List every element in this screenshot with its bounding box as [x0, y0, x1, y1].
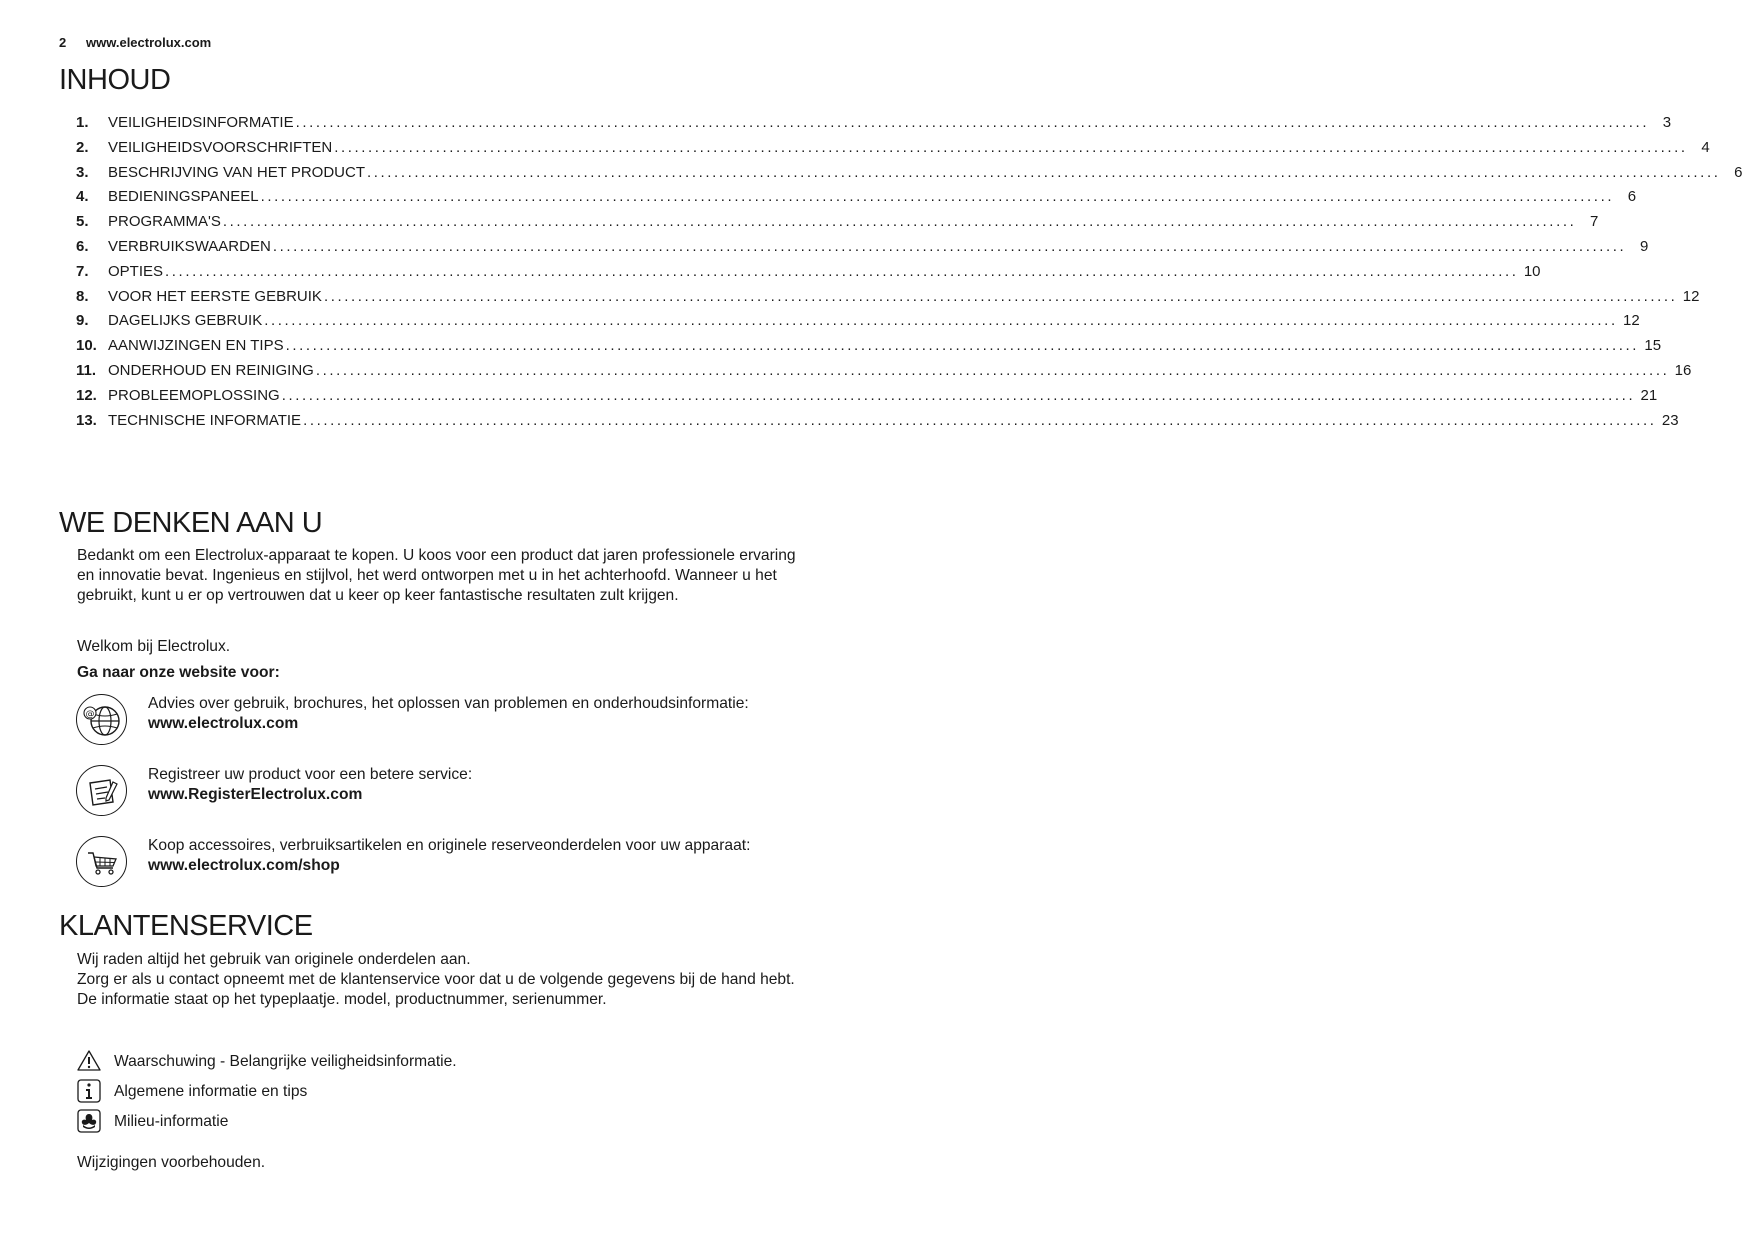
toc-entry-number: 3.: [76, 163, 89, 181]
care-heading: WE DENKEN AAN U: [59, 507, 323, 539]
toc-entry-title: ONDERHOUD EN REINIGING: [108, 361, 314, 379]
toc-entry-number: 5.: [76, 213, 89, 231]
toc-entry-title: PROGRAMMA'S: [108, 213, 221, 231]
page-number: 2: [59, 35, 67, 50]
environment-flower-icon: [76, 1109, 102, 1133]
service-line: Wij raden altijd het gebruik van originele onderdelen aan.: [77, 951, 471, 968]
toc-entry-title: VEILIGHEIDSINFORMATIE: [108, 114, 294, 131]
toc-entry[interactable]: [76, 163, 1742, 189]
legend-info: [76, 1079, 576, 1105]
toc-entry[interactable]: [76, 138, 1710, 164]
toc-leader-dots: ........................................................................................................................................................................................................: [366, 163, 1721, 181]
toc-entry-number: 9.: [76, 312, 89, 330]
toc-entry[interactable]: [76, 361, 1692, 387]
legend-label: Algemene informatie en tips: [114, 1083, 308, 1100]
toc-entry-page: 23: [1661, 411, 1679, 429]
toc-entry-title: OPTIES: [108, 262, 164, 280]
table-of-contents: [76, 114, 1742, 436]
shopping-cart-icon: [76, 836, 127, 887]
service-line: De informatie staat op het typeplaatje. model, productnummer, serienummer.: [77, 991, 607, 1008]
toc-entry-number: 2.: [76, 138, 89, 156]
service-heading: KLANTENSERVICE: [59, 910, 313, 942]
web-item-advice: [76, 694, 836, 746]
toc-leader-dots: ........................................................................................................................................................................................................: [323, 287, 1678, 305]
web-item-text: [148, 694, 838, 734]
toc-entry[interactable]: [76, 312, 1640, 337]
toc-entry-title: BEDIENINGSPANEEL: [108, 188, 259, 206]
toc-entry-number: 1.: [76, 114, 89, 131]
web-item-description: Advies over gebruik, brochures, het oplossen van problemen en onderhoudsinformatie:: [148, 695, 749, 712]
info-icon: [76, 1079, 102, 1103]
toc-entry-title: TECHNISCHE INFORMATIE: [108, 411, 302, 429]
toc-entry-title: DAGELIJKS GEBRUIK: [108, 312, 263, 330]
toc-leader-dots: ........................................................................................................................................................................................................: [260, 188, 1615, 206]
changes-reserved: Wijzigingen voorbehouden.: [77, 1154, 266, 1171]
toc-entry-page: 4: [1701, 138, 1710, 156]
toc-entry-page: 21: [1640, 386, 1658, 404]
toc-leader-dots: ........................................................................................................................................................................................................: [303, 411, 1657, 429]
toc-entry-page: 12: [1682, 287, 1700, 305]
visit-label: Ga naar onze website voor:: [77, 664, 280, 681]
toc-entry-page: 16: [1674, 361, 1692, 379]
web-link-shop[interactable]: www.electrolux.com/shop: [148, 857, 340, 874]
toc-entry-page: 9: [1639, 237, 1649, 255]
toc-entry-number: 7.: [76, 262, 89, 280]
toc-entry-title: VOOR HET EERSTE GEBRUIK: [108, 287, 322, 305]
toc-entry[interactable]: [76, 213, 1599, 238]
toc-entry[interactable]: [76, 188, 1637, 213]
page-header: [59, 35, 211, 50]
toc-entry[interactable]: [76, 386, 1658, 412]
web-item-text: [148, 765, 838, 805]
toc-leader-dots: ........................................................................................................................................................................................................: [315, 361, 1670, 379]
toc-entry-title: VEILIGHEIDSVOORSCHRIFTEN: [108, 138, 333, 156]
web-link-electrolux[interactable]: www.electrolux.com: [148, 715, 299, 732]
toc-entry-title: PROBLEEMOPLOSSING: [108, 386, 280, 404]
toc-heading: INHOUD: [59, 64, 171, 96]
toc-entry[interactable]: [76, 237, 1649, 263]
toc-entry-page: 10: [1523, 262, 1541, 280]
toc-leader-dots: ........................................................................................................................................................................................................: [272, 237, 1627, 255]
toc-entry[interactable]: [76, 262, 1541, 288]
toc-entry[interactable]: [76, 411, 1679, 437]
intro-paragraph: Bedankt om een Electrolux-apparaat te kopen. U koos voor een product dat jaren professionele ervaring en innovatie bevat. Ingenieus en stijlvol, het werd ontworpen met u in het achterhoofd. Wanneer u het gebruikt, kunt u er op vertrouwen dat u keer op keer fantastische resultaten zult krijgen.: [77, 547, 796, 604]
toc-entry-number: 8.: [76, 287, 89, 305]
web-item-description: Koop accessoires, verbruiksartikelen en originele reserveonderdelen voor uw apparaat:: [148, 837, 751, 854]
toc-leader-dots: ........................................................................................................................................................................................................: [281, 386, 1636, 404]
toc-entry-title: BESCHRIJVING VAN HET PRODUCT: [108, 163, 365, 181]
header-website: www.electrolux.com: [86, 35, 212, 50]
svg-text:@: @: [85, 709, 95, 720]
web-item-register: [76, 765, 836, 817]
toc-entry-page: 15: [1644, 337, 1662, 355]
service-paragraph: [77, 950, 817, 1010]
toc-entry-number: 11.: [76, 361, 97, 379]
web-link-register[interactable]: www.RegisterElectrolux.com: [148, 786, 363, 803]
toc-leader-dots: ........................................................................................................................................................................................................: [295, 114, 1650, 131]
web-item-description: Registreer uw product voor een betere service:: [148, 766, 473, 783]
toc-leader-dots: ........................................................................................................................................................................................................: [264, 312, 1618, 330]
toc-entry-title: AANWIJZINGEN EN TIPS: [108, 337, 284, 355]
toc-entry-page: 3: [1662, 114, 1672, 131]
web-globe-icon: [76, 694, 127, 745]
toc-entry[interactable]: [76, 287, 1700, 313]
toc-leader-dots: ........................................................................................................................................................................................................: [334, 138, 1688, 156]
toc-leader-dots: ........................................................................................................................................................................................................: [285, 337, 1640, 355]
toc-entry-page: 12: [1623, 312, 1640, 330]
toc-entry-number: 12.: [76, 386, 97, 404]
web-item-text: [148, 836, 838, 876]
register-form-icon: [76, 765, 127, 816]
warning-triangle-icon: [76, 1049, 102, 1073]
legend-environment: [76, 1109, 576, 1135]
web-item-shop: [76, 836, 836, 888]
legend-label: Milieu-informatie: [114, 1113, 229, 1130]
legend-warning: [76, 1049, 576, 1075]
welcome-text: Welkom bij Electrolux.: [77, 638, 231, 655]
toc-entry-page: 7: [1590, 213, 1599, 231]
toc-entry-number: 6.: [76, 237, 89, 255]
toc-entry-number: 10.: [76, 337, 97, 355]
toc-leader-dots: ........................................................................................................................................................................................................: [165, 262, 1519, 280]
service-line: Zorg er als u contact opneemt met de klantenservice voor dat u de volgende gegevens bij de hand hebt.: [77, 971, 795, 988]
toc-entry-number: 13.: [76, 411, 97, 429]
legend-label: Waarschuwing - Belangrijke veiligheidsinformatie.: [114, 1053, 457, 1070]
toc-leader-dots: ........................................................................................................................................................................................................: [222, 213, 1577, 231]
toc-entry[interactable]: [76, 337, 1662, 362]
toc-entry-page: 6: [1627, 188, 1637, 206]
toc-entry[interactable]: [76, 114, 1672, 139]
toc-entry-title: VERBRUIKSWAARDEN: [108, 237, 271, 255]
toc-entry-number: 4.: [76, 188, 89, 206]
toc-entry-page: 6: [1734, 163, 1742, 181]
